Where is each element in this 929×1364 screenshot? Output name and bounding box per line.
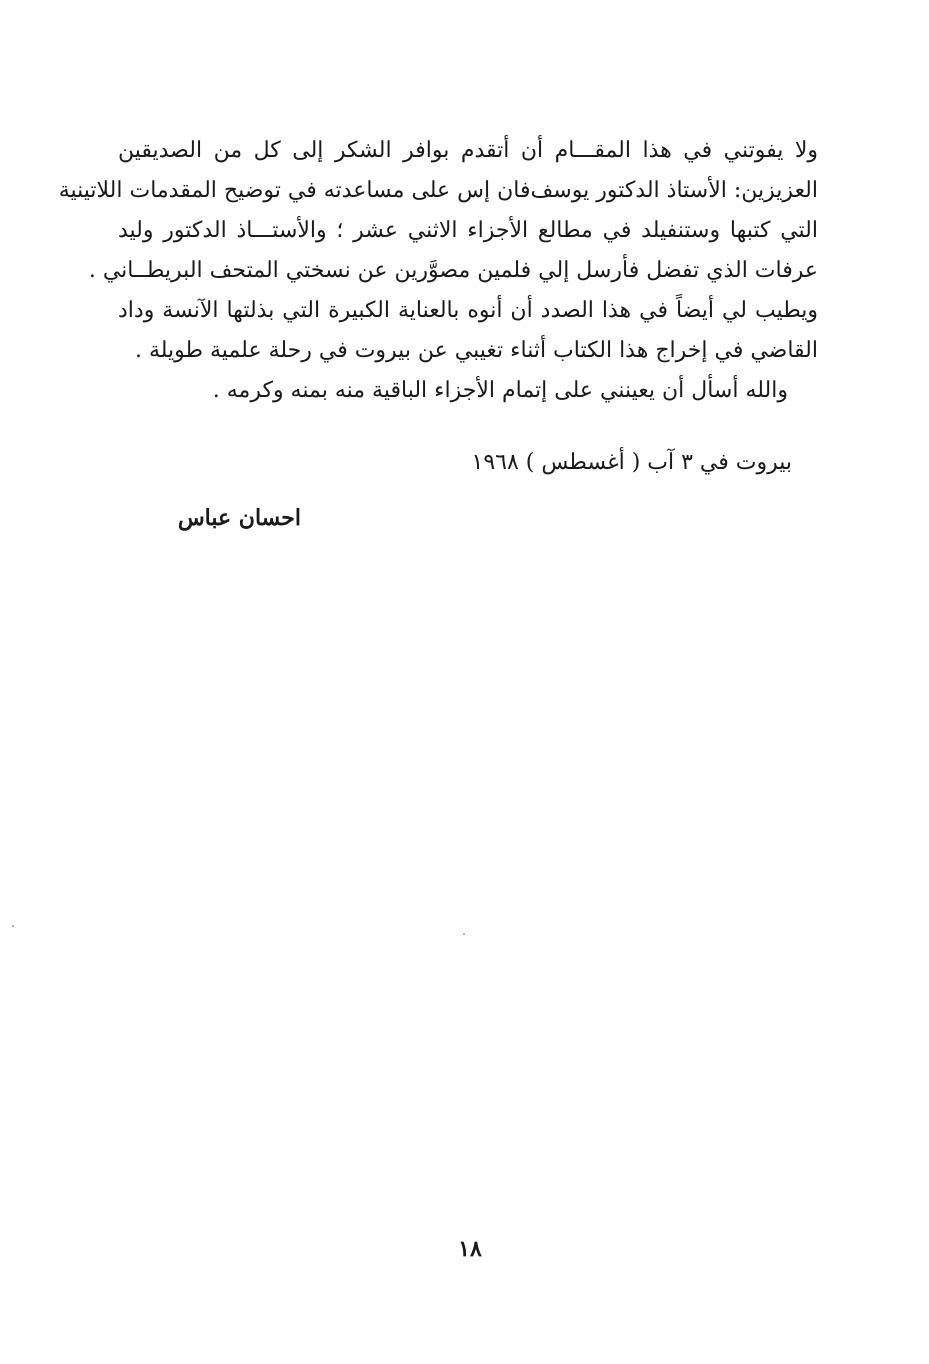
scan-speck [12, 925, 14, 927]
body-line-3: التي كتبها وستنفيلد في مطالع الأجزاء الاثني عشر ؛ والأستـــاذ الدكتور وليد [118, 218, 818, 243]
body-line-4: عرفات الذي تفضل فأرسل إلي فلمين مصوَّرين عن نسختي المتحف البريطــاني . [88, 258, 818, 283]
body-line-5: ويطيب لي أيضاً في هذا الصدد أن أنوه بالعناية الكبيرة التي بذلتها الآنسة وداد [118, 298, 818, 323]
dateline: بيروت في ٣ آب ( أغسطس ) ١٩٦٨ [471, 450, 792, 475]
scan-speck [463, 933, 465, 935]
body-line-7: والله أسأل أن يعينني على إتمام الأجزاء الباقية منه بمنه وكرمه . [212, 378, 788, 403]
body-line-1: ولا يفوتني في هذا المقـــام أن أتقدم بوافر الشكر إلى كل من الصديقين [118, 138, 818, 163]
body-line-2: العزيزين: الأستاذ الدكتور يوسف‌فان إس على مساعدته في توضيح المقدمات اللاتينية [58, 178, 818, 203]
body-line-6: القاضي في إخراج هذا الكتاب أثناء تغيبي عن بيروت في رحلة علمية طويلة . [134, 338, 818, 363]
author-signature: احسان عباس [177, 505, 301, 531]
page-number: ١٨ [458, 1236, 482, 1262]
